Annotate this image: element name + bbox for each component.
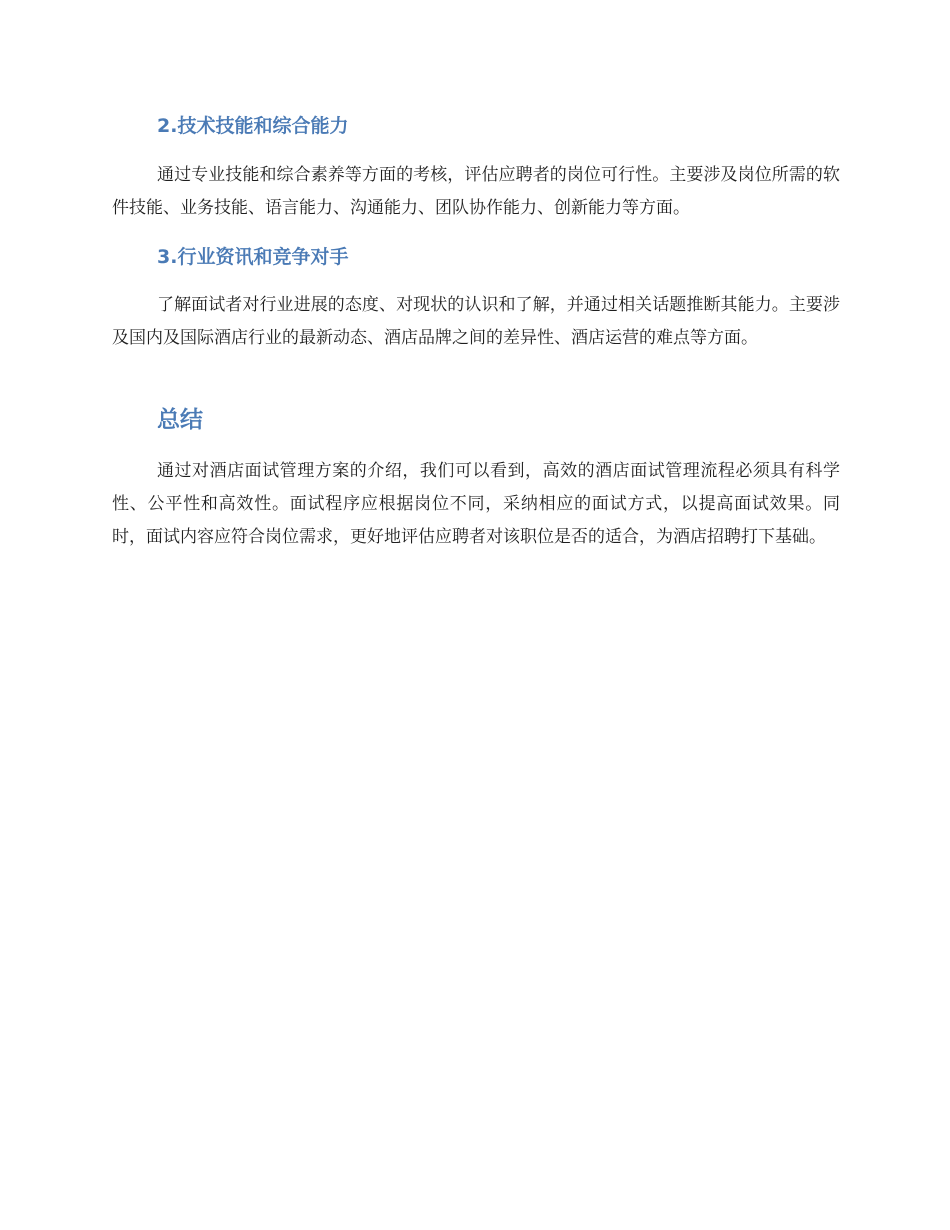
section-heading-industry-info: 3.行业资讯和竞争对手 xyxy=(157,246,349,268)
section-paragraph-summary: 通过对酒店面试管理方案的介绍，我们可以看到，高效的酒店面试管理流程必须具有科学性、公平性和高效性。面试程序应根据岗位不同，采纳相应的面试方式，以提高面试效果。同时，面试内容应符合岗位需求，更好地评估应聘者对该职位是否的适合，为酒店招聘打下基础。 xyxy=(112,461,840,547)
section-paragraph-technical-skills: 通过专业技能和综合素养等方面的考核，评估应聘者的岗位可行性。主要涉及岗位所需的软件技能、业务技能、语言能力、沟通能力、团队协作能力、创新能力等方面。 xyxy=(112,165,840,218)
section-paragraph-industry-info: 了解面试者对行业进展的态度、对现状的认识和了解，并通过相关话题推断其能力。主要涉及国内及国际酒店行业的最新动态、酒店品牌之间的差异性、酒店运营的难点等方面。 xyxy=(112,295,840,348)
section-heading-summary: 总结 xyxy=(157,407,203,433)
section-heading-technical-skills: 2.技术技能和综合能力 xyxy=(157,115,349,137)
